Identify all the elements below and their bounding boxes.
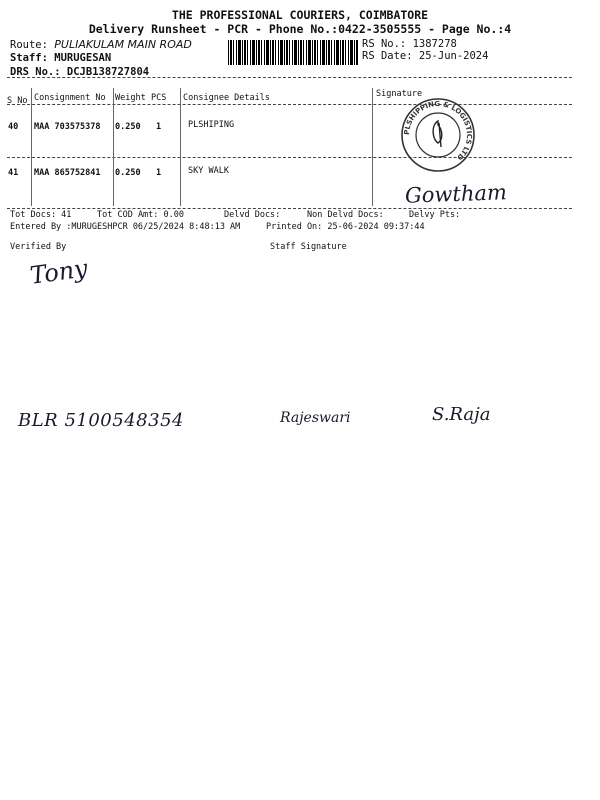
staff-signature-label: Staff Signature bbox=[270, 242, 347, 252]
staff-row bbox=[10, 52, 111, 64]
route-row bbox=[10, 38, 192, 51]
stamp-ring-text: PLSHIPPING & LOGISTICS LTD bbox=[402, 99, 474, 162]
handwritten-note-left: BLR 5100548354 bbox=[18, 410, 184, 431]
divider-top bbox=[7, 77, 572, 78]
col-header-sno: S No bbox=[7, 96, 28, 106]
row-consignee: PLSHIPING bbox=[188, 120, 235, 130]
row-consignee: SKY WALK bbox=[188, 166, 229, 176]
drs-value: DCJB138727804 bbox=[66, 66, 150, 78]
col-header-consignee: Consignee Details bbox=[183, 93, 270, 103]
row-weight: 0.250 bbox=[115, 122, 141, 132]
col-separator bbox=[372, 88, 373, 206]
handwritten-note-middle: Rajeswari bbox=[280, 410, 351, 426]
col-header-weight: Weight bbox=[115, 93, 146, 103]
verified-by-label: Verified By bbox=[10, 242, 67, 252]
col-separator bbox=[31, 88, 32, 206]
divider-row2 bbox=[7, 208, 572, 209]
route-value: PULIAKULAM MAIN ROAD bbox=[54, 38, 192, 51]
divider-row1 bbox=[7, 157, 572, 158]
rs-date-value: 25-Jun-2024 bbox=[418, 50, 489, 62]
verifier-signature: Tony bbox=[28, 254, 90, 290]
rs-no-row bbox=[362, 38, 457, 50]
runsheet-subtitle: Delivery Runsheet - PCR - Phone No.:0422-3505555 - Page No.:4 bbox=[88, 22, 512, 36]
tot-cod-amount: Tot COD Amt: 0.00 bbox=[97, 210, 184, 220]
row-sno: 40 bbox=[8, 122, 19, 132]
delivered-docs: Delvd Docs: bbox=[224, 210, 281, 220]
col-separator bbox=[113, 88, 114, 206]
col-separator bbox=[180, 88, 181, 206]
rs-no-label: RS No.: bbox=[362, 38, 407, 50]
barcode-image bbox=[228, 40, 358, 65]
company-title: THE PROFESSIONAL COURIERS, COIMBATORE bbox=[171, 8, 429, 22]
tot-docs: Tot Docs: 41 bbox=[10, 210, 72, 220]
divider-header bbox=[7, 104, 572, 105]
drs-label: DRS No.: bbox=[10, 66, 61, 78]
col-header-consignment: Consignment No bbox=[34, 93, 106, 103]
printed-on: Printed On: 25-06-2024 09:37:44 bbox=[266, 222, 425, 232]
staff-value: MURUGESAN bbox=[54, 52, 112, 64]
rs-date-row bbox=[362, 50, 488, 62]
rs-no-value: 1387278 bbox=[412, 38, 457, 50]
col-header-signature: Signature bbox=[376, 89, 423, 99]
row-consignment: MAA 703575378 bbox=[34, 122, 101, 132]
row-sno: 41 bbox=[8, 168, 19, 178]
recipient-signature: Gowtham bbox=[404, 180, 508, 208]
row-pcs: 1 bbox=[156, 122, 162, 132]
staff-label: Staff: bbox=[10, 52, 48, 64]
row-consignment: MAA 865752841 bbox=[34, 168, 101, 178]
company-seal-stamp bbox=[398, 95, 478, 175]
col-header-pcs: PCS bbox=[151, 93, 167, 103]
delivery-points: Delvy Pts: bbox=[409, 210, 461, 220]
row-weight: 0.250 bbox=[115, 168, 141, 178]
rs-date-label: RS Date: bbox=[362, 50, 413, 62]
handwritten-note-right: S.Raja bbox=[432, 404, 491, 425]
route-label: Route: bbox=[10, 39, 48, 51]
entered-by: Entered By :MURUGESHPCR 06/25/2024 8:48:13 AM bbox=[10, 222, 241, 232]
non-delivered-docs: Non Delvd Docs: bbox=[307, 210, 384, 220]
row-pcs: 1 bbox=[156, 168, 162, 178]
